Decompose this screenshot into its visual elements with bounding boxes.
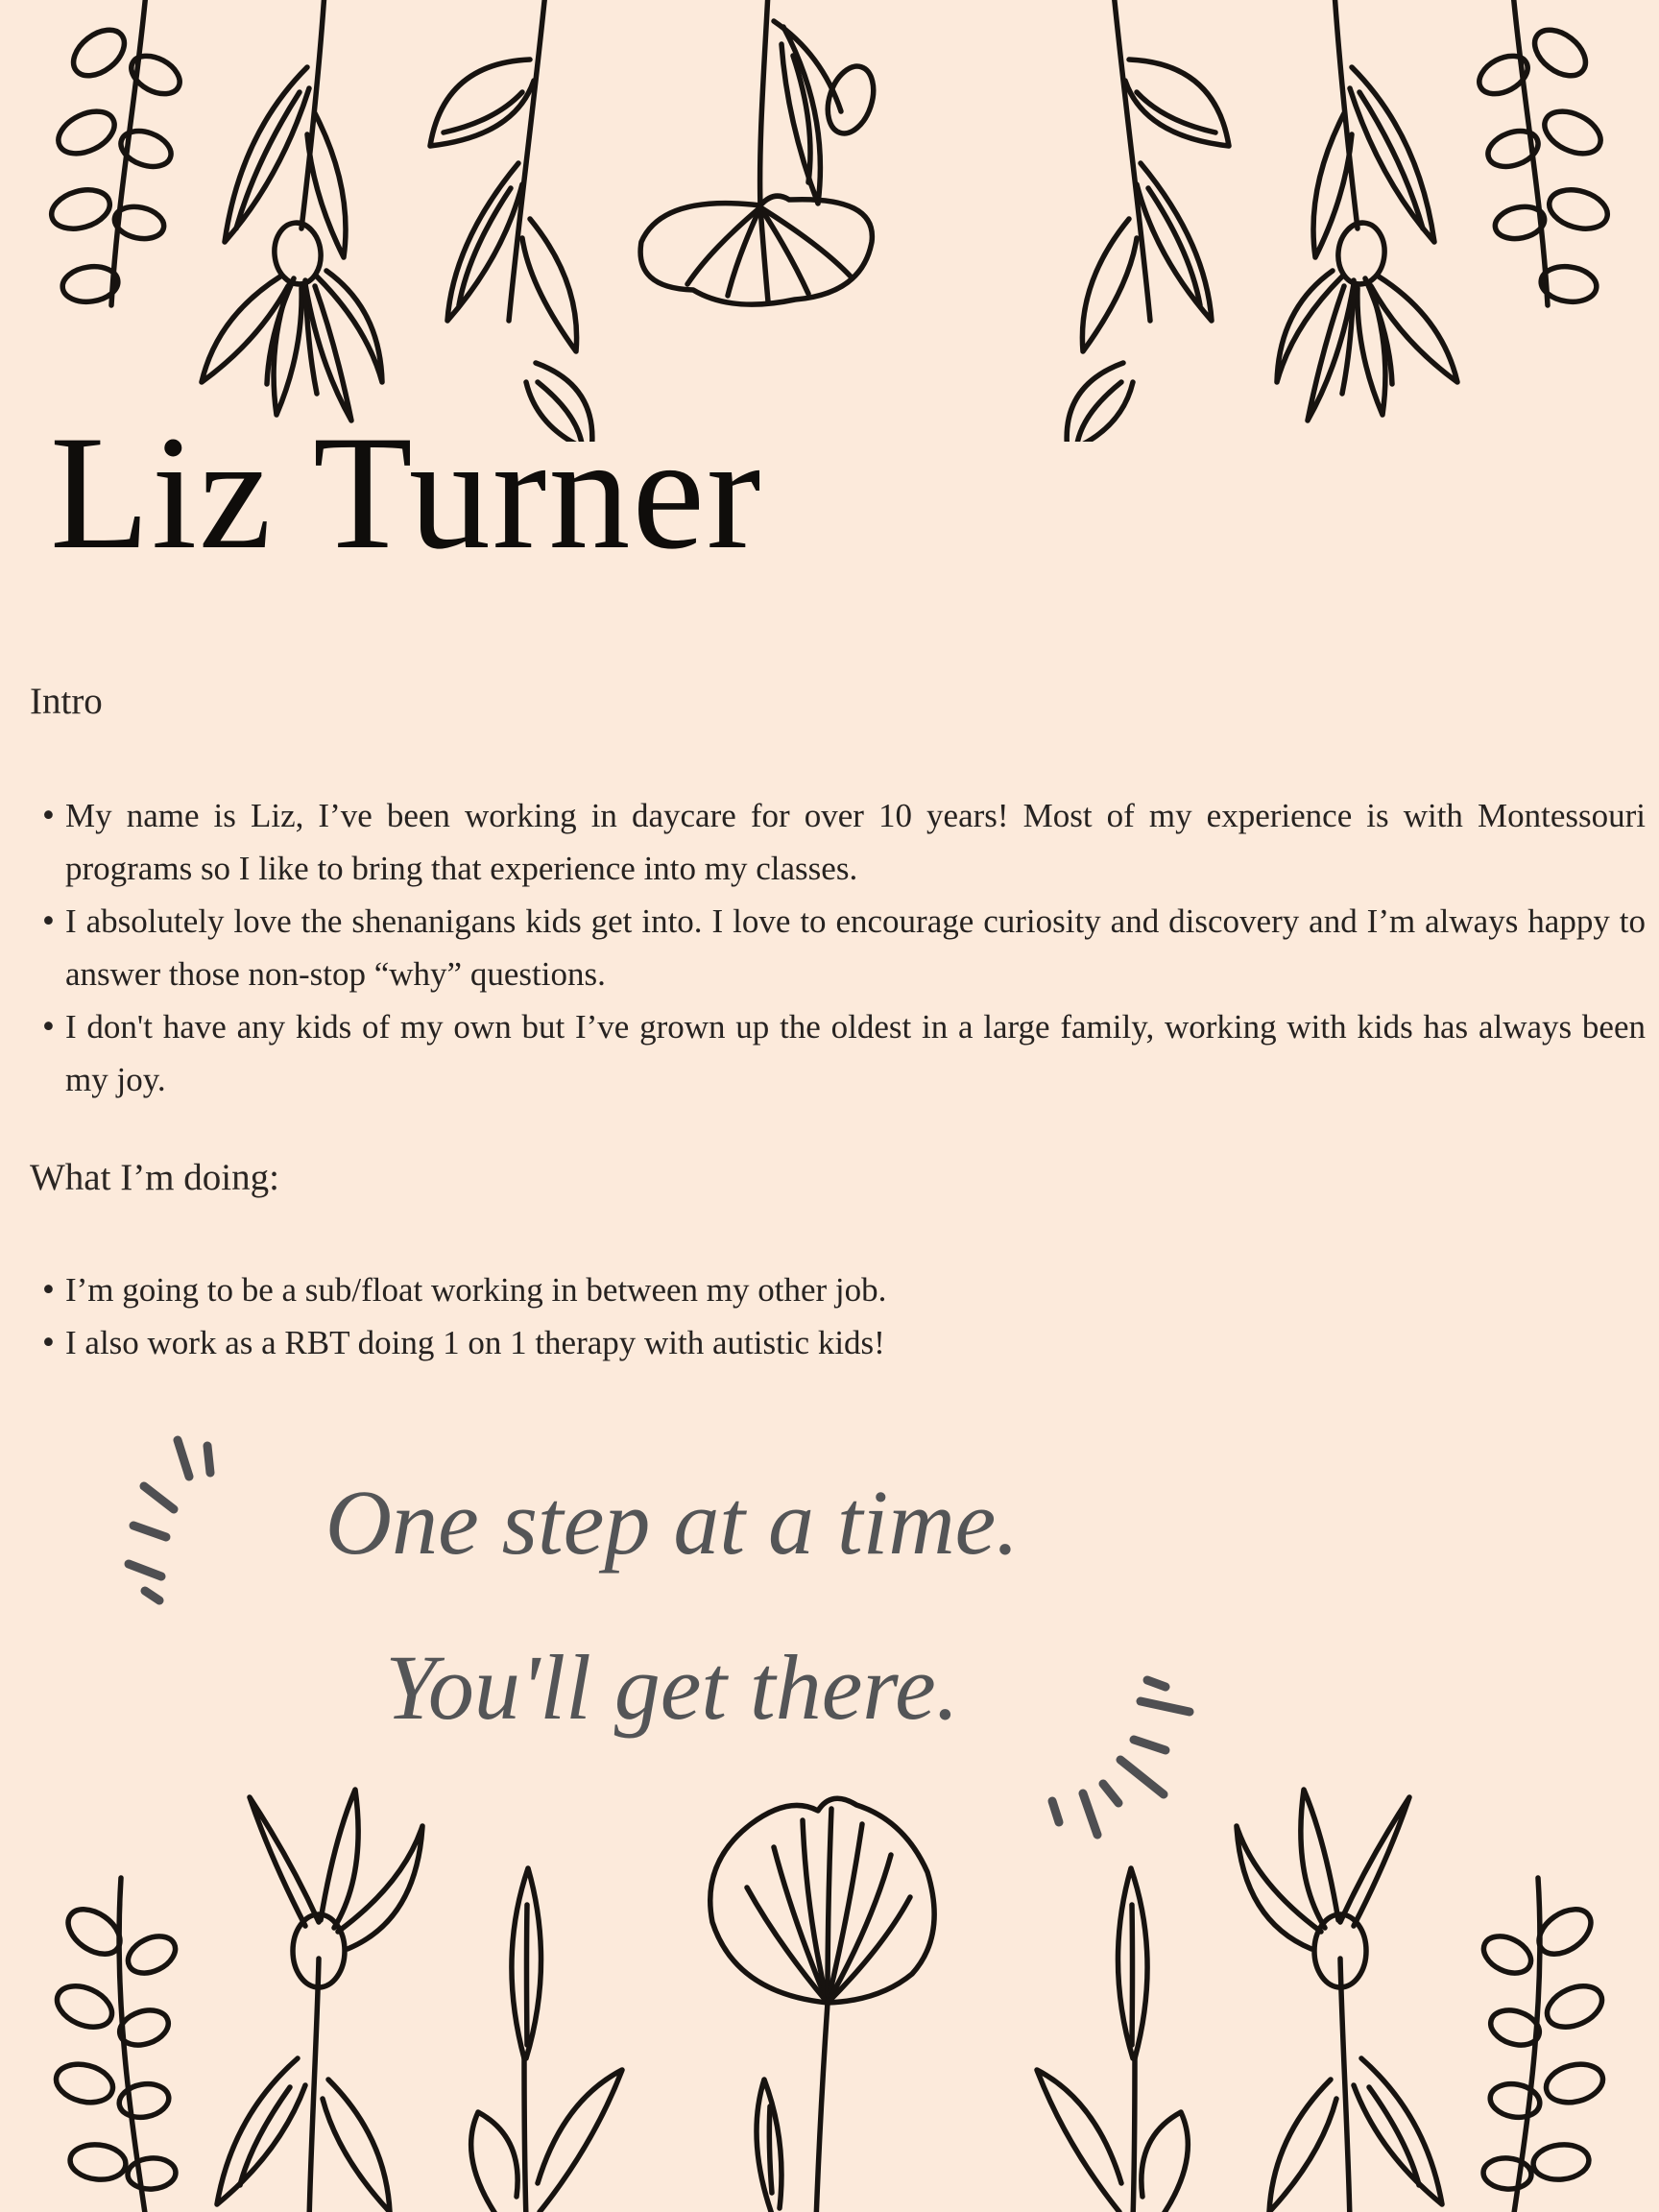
quote-line-2: You'll get there. [385, 1636, 959, 1739]
list-item: • I absolutely love the shenanigans kids get into. I love to encourage curiosity and discovery and I’m always happy to answer those non-stop “why” questions. [42, 895, 1646, 1000]
doing-bullet-list [29, 1263, 1646, 1369]
list-item: • I’m going to be a sub/float working in between my other job. [42, 1263, 1646, 1316]
bottom-floral-border-illustration [0, 1770, 1659, 2212]
list-item: • I also work as a RBT doing 1 on 1 therapy with autistic kids! [42, 1316, 1646, 1369]
list-item: • My name is Liz, I’ve been working in daycare for over 10 years! Most of my experience is with Montessouri programs so I like to bring that experience into my classes. [42, 789, 1646, 895]
page-title: Liz Turner [50, 402, 763, 583]
doing-section-heading: What I’m doing: [30, 1157, 279, 1198]
intro-section-heading: Intro [30, 681, 103, 722]
intro-bullet-list [29, 789, 1646, 1106]
list-item: • I don't have any kids of my own but I’ve grown up the oldest in a large family, working with kids has always been my joy. [42, 1000, 1646, 1106]
quote-line-1: One step at a time. [325, 1471, 1020, 1574]
motivational-quote [67, 1440, 1277, 1770]
top-floral-border-illustration [0, 0, 1659, 442]
